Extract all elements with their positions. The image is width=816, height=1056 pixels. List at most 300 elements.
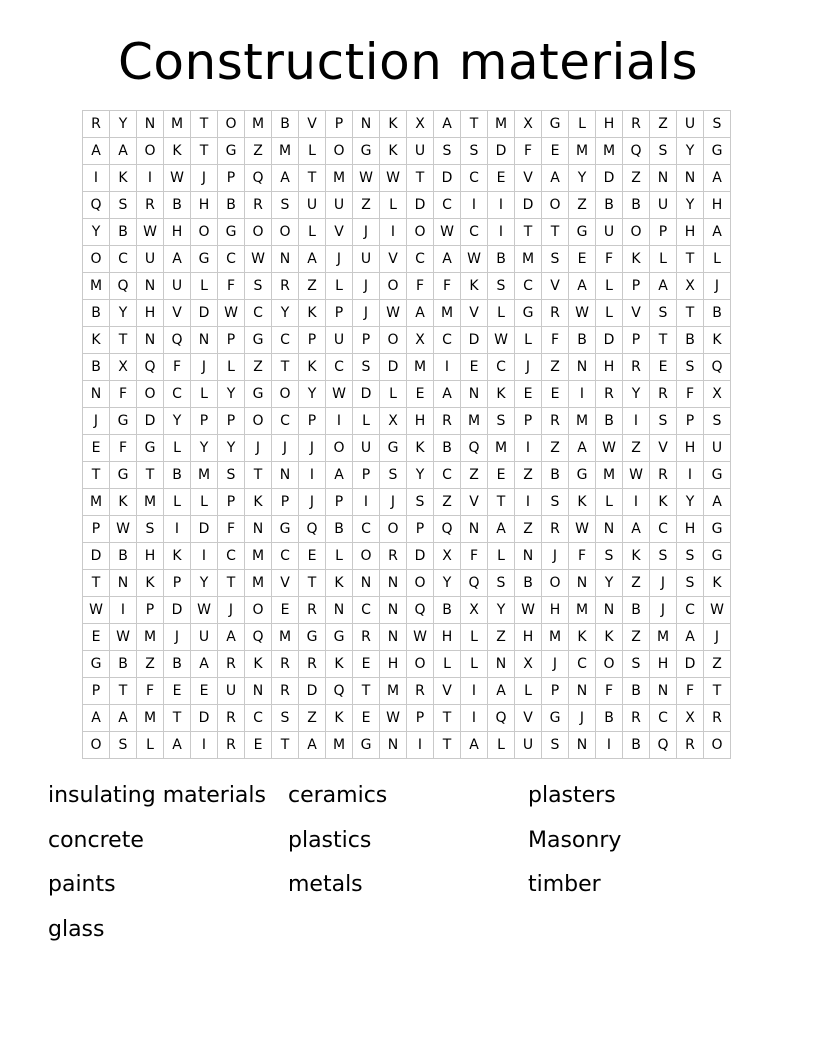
grid-cell: I (515, 489, 542, 516)
grid-cell: K (164, 543, 191, 570)
grid-cell: T (650, 327, 677, 354)
grid-cell: P (218, 408, 245, 435)
grid-cell: J (299, 435, 326, 462)
grid-cell: Z (299, 273, 326, 300)
grid-cell: W (164, 165, 191, 192)
grid-cell: L (515, 327, 542, 354)
grid-cell: D (434, 165, 461, 192)
grid-cell: X (461, 597, 488, 624)
grid-cell: O (596, 651, 623, 678)
grid-cell: S (110, 192, 137, 219)
grid-row (83, 354, 731, 381)
grid-cell: A (569, 435, 596, 462)
grid-cell: Y (164, 408, 191, 435)
grid-cell: C (407, 246, 434, 273)
grid-cell: R (218, 651, 245, 678)
grid-cell: U (299, 192, 326, 219)
grid-cell: P (353, 462, 380, 489)
grid-cell: D (461, 327, 488, 354)
grid-cell: T (515, 219, 542, 246)
grid-cell: G (515, 300, 542, 327)
grid-cell: R (623, 705, 650, 732)
grid-cell: B (272, 111, 299, 138)
grid-cell: B (164, 462, 191, 489)
grid-cell: O (380, 327, 407, 354)
grid-cell: F (461, 543, 488, 570)
grid-cell: L (191, 273, 218, 300)
grid-cell: A (461, 732, 488, 759)
grid-cell: I (623, 408, 650, 435)
grid-cell: S (272, 192, 299, 219)
grid-cell: S (650, 138, 677, 165)
grid-cell: I (461, 705, 488, 732)
grid-cell: L (326, 543, 353, 570)
grid-cell: L (596, 489, 623, 516)
grid-cell: U (326, 327, 353, 354)
grid-cell: H (677, 219, 704, 246)
grid-cell: I (623, 489, 650, 516)
grid-cell: V (461, 489, 488, 516)
grid-cell: M (245, 570, 272, 597)
grid-cell: V (461, 300, 488, 327)
grid-cell: W (407, 624, 434, 651)
grid-cell: A (434, 111, 461, 138)
grid-cell: S (596, 543, 623, 570)
grid-row (83, 543, 731, 570)
grid-cell: B (542, 462, 569, 489)
grid-cell: R (542, 300, 569, 327)
grid-cell: M (596, 462, 623, 489)
grid-cell: K (488, 381, 515, 408)
grid-cell: J (650, 597, 677, 624)
grid-cell: M (137, 624, 164, 651)
grid-cell: T (272, 732, 299, 759)
grid-cell: G (704, 543, 731, 570)
grid-cell: E (542, 381, 569, 408)
grid-cell: C (488, 354, 515, 381)
grid-cell: H (542, 597, 569, 624)
grid-row (83, 651, 731, 678)
grid-cell: Y (569, 165, 596, 192)
grid-cell: B (110, 543, 137, 570)
grid-cell: C (434, 327, 461, 354)
grid-cell: K (83, 327, 110, 354)
grid-cell: C (326, 354, 353, 381)
grid-cell: E (569, 246, 596, 273)
grid-cell: I (677, 462, 704, 489)
grid-cell: D (407, 543, 434, 570)
grid-cell: K (704, 327, 731, 354)
grid-cell: O (245, 408, 272, 435)
grid-cell: T (299, 570, 326, 597)
grid-cell: N (650, 678, 677, 705)
grid-cell: P (677, 408, 704, 435)
grid-cell: K (245, 489, 272, 516)
grid-cell: T (677, 300, 704, 327)
grid-cell: C (461, 165, 488, 192)
grid-cell: B (218, 192, 245, 219)
grid-cell: A (191, 651, 218, 678)
grid-cell: I (326, 408, 353, 435)
grid-cell: K (245, 651, 272, 678)
grid-cell: S (542, 489, 569, 516)
grid-cell: T (83, 462, 110, 489)
grid-cell: G (272, 516, 299, 543)
grid-row (83, 246, 731, 273)
grid-cell: V (380, 246, 407, 273)
grid-cell: U (164, 273, 191, 300)
grid-cell: B (164, 651, 191, 678)
grid-cell: C (434, 462, 461, 489)
grid-cell: L (488, 732, 515, 759)
grid-cell: P (164, 570, 191, 597)
grid-cell: K (110, 489, 137, 516)
grid-cell: J (704, 624, 731, 651)
grid-cell: I (191, 543, 218, 570)
grid-cell: H (596, 354, 623, 381)
word-list-item: paints (48, 872, 116, 897)
grid-cell: A (704, 219, 731, 246)
grid-cell: S (272, 705, 299, 732)
grid-cell: P (515, 408, 542, 435)
grid-cell: P (407, 516, 434, 543)
grid-cell: F (677, 381, 704, 408)
grid-cell: F (677, 678, 704, 705)
grid-cell: Y (218, 381, 245, 408)
grid-cell: N (488, 651, 515, 678)
grid-cell: O (272, 381, 299, 408)
grid-cell: A (407, 300, 434, 327)
word-list-item: plastics (288, 827, 372, 853)
grid-cell: L (434, 651, 461, 678)
grid-cell: T (191, 111, 218, 138)
grid-cell: S (704, 408, 731, 435)
grid-cell: Y (407, 462, 434, 489)
grid-cell: K (704, 570, 731, 597)
word-search-grid (82, 110, 731, 759)
grid-cell: K (299, 300, 326, 327)
grid-cell: F (110, 381, 137, 408)
grid-cell: U (326, 192, 353, 219)
grid-cell: G (542, 111, 569, 138)
grid-cell: M (83, 273, 110, 300)
grid-cell: C (434, 192, 461, 219)
grid-cell: K (326, 651, 353, 678)
grid-cell: T (407, 165, 434, 192)
grid-cell: Z (488, 624, 515, 651)
grid-cell: F (110, 435, 137, 462)
grid-cell: Q (407, 597, 434, 624)
grid-cell: M (434, 300, 461, 327)
grid-row (83, 273, 731, 300)
grid-cell: Z (515, 516, 542, 543)
grid-cell: O (137, 138, 164, 165)
grid-cell: O (380, 273, 407, 300)
grid-cell: B (83, 300, 110, 327)
grid-cell: Z (623, 570, 650, 597)
grid-cell: O (83, 246, 110, 273)
grid-cell: L (299, 219, 326, 246)
grid-cell: M (461, 408, 488, 435)
grid-cell: K (623, 246, 650, 273)
grid-cell: P (299, 408, 326, 435)
grid-cell: X (407, 111, 434, 138)
grid-cell: W (569, 300, 596, 327)
grid-row (83, 678, 731, 705)
grid-cell: B (623, 192, 650, 219)
grid-cell: L (488, 300, 515, 327)
grid-cell: W (596, 435, 623, 462)
grid-cell: L (380, 192, 407, 219)
grid-cell: R (218, 705, 245, 732)
grid-cell: L (326, 273, 353, 300)
grid-cell: Q (83, 192, 110, 219)
grid-cell: W (110, 516, 137, 543)
grid-cell: T (434, 732, 461, 759)
grid-cell: P (218, 327, 245, 354)
grid-cell: P (623, 327, 650, 354)
grid-cell: S (542, 246, 569, 273)
grid-cell: G (245, 381, 272, 408)
grid-cell: E (353, 705, 380, 732)
grid-cell: O (245, 597, 272, 624)
grid-cell: I (461, 678, 488, 705)
grid-cell: U (677, 111, 704, 138)
grid-cell: Z (623, 165, 650, 192)
grid-cell: V (515, 165, 542, 192)
grid-cell: W (488, 327, 515, 354)
grid-row (83, 111, 731, 138)
grid-cell: U (137, 246, 164, 273)
grid-cell: O (218, 111, 245, 138)
grid-cell: W (326, 381, 353, 408)
grid-cell: G (83, 651, 110, 678)
grid-cell: N (380, 597, 407, 624)
grid-cell: R (677, 732, 704, 759)
grid-cell: D (191, 705, 218, 732)
grid-cell: N (245, 678, 272, 705)
grid-cell: D (407, 192, 434, 219)
grid-cell: T (218, 570, 245, 597)
grid-cell: S (407, 489, 434, 516)
grid-cell: L (704, 246, 731, 273)
grid-cell: C (272, 408, 299, 435)
grid-cell: Z (569, 192, 596, 219)
grid-cell: Y (623, 381, 650, 408)
grid-cell: Q (245, 624, 272, 651)
grid-cell: R (623, 111, 650, 138)
grid-cell: S (677, 543, 704, 570)
grid-cell: N (272, 462, 299, 489)
grid-cell: R (353, 624, 380, 651)
word-list-item: metals (288, 872, 363, 897)
grid-cell: R (596, 381, 623, 408)
grid-cell: A (434, 246, 461, 273)
grid-cell: S (650, 408, 677, 435)
grid-cell: M (569, 138, 596, 165)
grid-cell: J (83, 408, 110, 435)
grid-cell: S (353, 354, 380, 381)
grid-cell: M (515, 246, 542, 273)
grid-cell: U (353, 435, 380, 462)
grid-cell: N (245, 516, 272, 543)
grid-cell: T (164, 705, 191, 732)
grid-cell: M (569, 597, 596, 624)
grid-cell: L (191, 381, 218, 408)
grid-row (83, 192, 731, 219)
grid-cell: R (542, 408, 569, 435)
grid-cell: I (353, 489, 380, 516)
grid-row (83, 597, 731, 624)
grid-cell: X (434, 543, 461, 570)
grid-cell: L (164, 489, 191, 516)
grid-cell: Y (434, 570, 461, 597)
grid-cell: R (650, 381, 677, 408)
grid-cell: J (515, 354, 542, 381)
grid-cell: G (569, 219, 596, 246)
grid-cell: K (380, 138, 407, 165)
grid-cell: K (326, 705, 353, 732)
grid-cell: J (218, 597, 245, 624)
grid-cell: E (488, 462, 515, 489)
grid-cell: J (650, 570, 677, 597)
grid-cell: S (137, 516, 164, 543)
word-list-item: timber (528, 872, 601, 897)
grid-cell: Q (299, 516, 326, 543)
grid-cell: N (380, 570, 407, 597)
grid-cell: R (245, 192, 272, 219)
grid-cell: J (191, 354, 218, 381)
grid-cell: J (704, 273, 731, 300)
grid-cell: A (83, 705, 110, 732)
grid-cell: Y (83, 219, 110, 246)
grid-cell: A (218, 624, 245, 651)
grid-cell: Q (137, 354, 164, 381)
grid-row (83, 300, 731, 327)
grid-cell: M (245, 543, 272, 570)
grid-cell: P (272, 489, 299, 516)
grid-cell: V (542, 273, 569, 300)
grid-cell: B (83, 354, 110, 381)
grid-cell: G (542, 705, 569, 732)
grid-cell: O (137, 381, 164, 408)
word-list (48, 778, 768, 956)
grid-row (83, 516, 731, 543)
grid-cell: Q (164, 327, 191, 354)
grid-cell: E (272, 597, 299, 624)
grid-cell: B (434, 597, 461, 624)
grid-cell: G (137, 435, 164, 462)
grid-cell: H (704, 192, 731, 219)
grid-cell: J (353, 300, 380, 327)
grid-cell: Q (488, 705, 515, 732)
grid-cell: H (191, 192, 218, 219)
grid-cell: R (137, 192, 164, 219)
grid-cell: Y (110, 111, 137, 138)
grid-cell: S (110, 732, 137, 759)
grid-cell: M (407, 354, 434, 381)
grid-cell: I (407, 732, 434, 759)
grid-cell: T (110, 327, 137, 354)
grid-cell: G (299, 624, 326, 651)
grid-cell: G (110, 462, 137, 489)
grid-cell: W (380, 705, 407, 732)
grid-cell: N (191, 327, 218, 354)
grid-cell: A (569, 273, 596, 300)
grid-cell: E (353, 651, 380, 678)
grid-cell: A (488, 516, 515, 543)
grid-cell: S (461, 138, 488, 165)
grid-cell: Z (245, 354, 272, 381)
grid-cell: A (272, 165, 299, 192)
grid-cell: F (569, 543, 596, 570)
grid-cell: O (542, 570, 569, 597)
grid-cell: T (353, 678, 380, 705)
grid-cell: W (704, 597, 731, 624)
grid-cell: I (515, 435, 542, 462)
grid-cell: R (704, 705, 731, 732)
grid-cell: W (515, 597, 542, 624)
grid-cell: A (704, 489, 731, 516)
grid-cell: B (596, 705, 623, 732)
grid-cell: L (488, 543, 515, 570)
grid-cell: G (704, 516, 731, 543)
grid-row (83, 381, 731, 408)
grid-cell: U (650, 192, 677, 219)
grid-cell: D (596, 327, 623, 354)
grid-cell: D (677, 651, 704, 678)
grid-cell: I (461, 192, 488, 219)
grid-cell: Z (542, 435, 569, 462)
grid-cell: F (137, 678, 164, 705)
grid-cell: C (218, 246, 245, 273)
grid-cell: U (596, 219, 623, 246)
grid-cell: O (191, 219, 218, 246)
grid-cell: Q (245, 165, 272, 192)
grid-cell: R (434, 408, 461, 435)
grid-cell: O (407, 219, 434, 246)
grid-cell: G (110, 408, 137, 435)
grid-cell: E (515, 381, 542, 408)
grid-cell: C (218, 543, 245, 570)
grid-cell: V (326, 219, 353, 246)
grid-cell: B (515, 570, 542, 597)
word-list-item: ceramics (288, 783, 388, 808)
grid-cell: C (245, 705, 272, 732)
grid-cell: A (299, 246, 326, 273)
grid-cell: K (326, 570, 353, 597)
grid-cell: R (272, 273, 299, 300)
grid-cell: N (137, 111, 164, 138)
grid-cell: L (353, 408, 380, 435)
grid-cell: N (380, 732, 407, 759)
grid-cell: S (623, 651, 650, 678)
grid-cell: V (623, 300, 650, 327)
grid-cell: O (623, 219, 650, 246)
grid-cell: W (569, 516, 596, 543)
grid-cell: O (407, 570, 434, 597)
grid-cell: H (137, 543, 164, 570)
grid-cell: F (515, 138, 542, 165)
grid-cell: P (83, 516, 110, 543)
grid-cell: D (515, 192, 542, 219)
grid-cell: J (353, 273, 380, 300)
grid-cell: Y (677, 192, 704, 219)
grid-cell: E (542, 138, 569, 165)
grid-cell: I (164, 516, 191, 543)
grid-cell: I (488, 219, 515, 246)
grid-cell: K (569, 489, 596, 516)
